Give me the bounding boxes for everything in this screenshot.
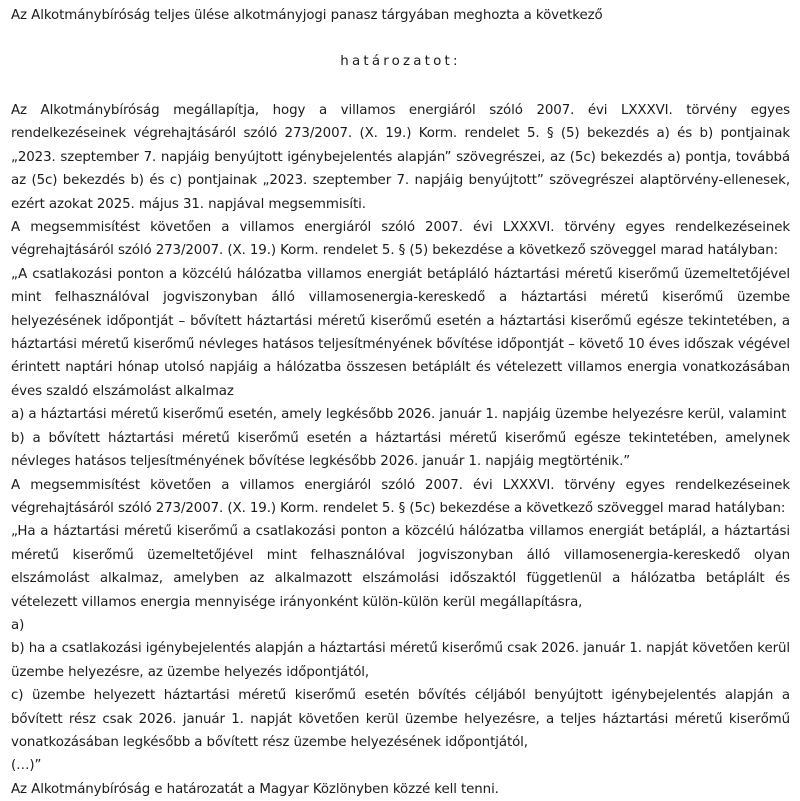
point-b-5c: b) ha a csatlakozási igénybejelentés alapján a háztartási méretű kiserőmű csak 2026. január 1. napját követően kerül üzembe helyezésre, az üzembe helyezés időpontjától, (11, 641, 790, 680)
point-a-5c: a) (11, 617, 25, 633)
annulment-intro-5: A megsemmisítést követően a villamos energiáról szóló 2007. évi LXXXVI. törvény egyes rendelkezéseinek végrehajtásáról szóló 273/2007. (X. 19.) Korm. rendelet 5. § (5) bekezdése a következő szöveggel marad hatályban: (11, 220, 790, 259)
publication-order: Az Alkotmánybíróság e határozatát a Magyar Közlönyben közzé kell tenni. (11, 781, 499, 797)
decision-heading: határozatot: (340, 54, 461, 69)
ruling-paragraph: Az Alkotmánybíróság megállapítja, hogy a villamos energiáról szóló 2007. évi LXXXVI. törvény egyes rendelkezéseinek végrehajtásáról szóló 273/2007. (X. 19.) Korm. rendelet 5. § (5) bekezdés a) és b) pontjainak „2023. szeptember 7. napjáig benyújtott igénybejelentés alapján” szövegrészei, az (5c) bekezdés a) pontja, továbbá az (5c) bekezdés b) és c) pontjainak „2023. szeptember 7. napjáig benyújtott” szövegrészei alaptörvény-ellenesek, ezért azokat 2025. május 31. napjával megsemmisíti. (11, 103, 790, 212)
spacer (11, 87, 790, 99)
quoted-section-5c: „Ha a háztartási méretű kiserőmű a csatlakozási ponton a közcélú hálózatba villamos energiát betáplál, a háztartási méretű kiserőmű üzemeltetőjével mint felhasználóval jogviszonyban álló villamosenergia-kereskedő olyan elszámolást alkalmaz, amelyben az alkalmazott elszámolási időszaktól függetlenül a hálózatba betáplált és vételezett villamos energia mennyisége irányonként külön-külön kerül megállapításra, (11, 524, 790, 610)
point-a-5: a) a háztartási méretű kiserőmű esetén, amely legkésőbb 2026. január 1. napjáig üzembe helyezésre kerül, valamint (11, 407, 787, 423)
ellipsis-close: (…)” (11, 758, 42, 774)
point-b-5: b) a bővített háztartási méretű kiserőmű esetén a háztartási méretű kiserőmű egésze tekintetében, amelynek névleges hatásos teljesítményének bővítése legkésőbb 2026. január 1. napjáig megtörténik.” (11, 430, 790, 470)
point-c-5c: c) üzembe helyezett háztartási méretű kiserőmű esetén bővítés céljából benyújtott igénybejelentés alapján a bővített rész csak 2026. január 1. napját követően kerül üzembe helyezésre, a teljes háztartási méretű kiserőmű vonatkozásában legkésőbb a bővített rész üzembe helyezésének időpontjától, (11, 688, 790, 750)
annulment-intro-5c: A megsemmisítést követően a villamos energiáról szóló 2007. évi LXXXVI. törvény egyes rendelkezéseinek végrehajtásáról szóló 273/2007. (X. 19.) Korm. rendelet 5. § (5c) bekezdése a következő szöveggel marad hatályban: (11, 477, 790, 516)
quoted-section-5: „A csatlakozási ponton a közcélú hálózatba villamos energiát betápláló háztartási méretű kiserőmű üzemeltetőjével mint felhasználóval jogviszonyban álló villamosenergia-kereskedő a háztartási méretű kiserőmű üzembe helyezésének időpontját – bővített háztartási méretű kiserőmű esetén a háztartási kiserőmű egésze tekintetében, a háztartási méretű kiserőmű névleges hatásos teljesítményének bővítése időpontját – követő 10 éves időszak végével érintett naptári hónap utolsó napjáig a hálózatba összesen betáplált és vételezett villamos energia vonatkozásában éves szaldó elszámolást alkalmaz (11, 266, 790, 399)
intro-text: Az Alkotmánybíróság teljes ülése alkotmányjogi panasz tárgyában meghozta a következő (11, 8, 603, 23)
